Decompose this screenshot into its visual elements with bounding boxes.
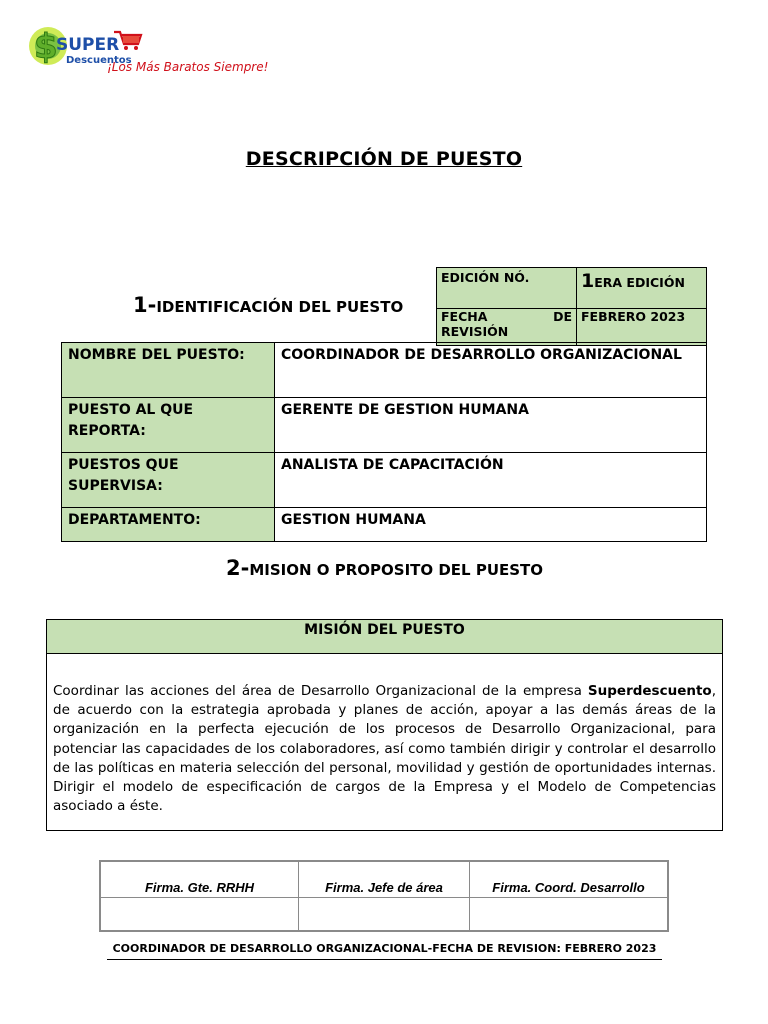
edition-value-cell (577, 268, 707, 309)
mission-company-name: Superdescuento (587, 683, 712, 699)
edition-value: ERA EDICIÓN (594, 275, 685, 290)
job-name-label: NOMBRE DEL PUESTO: (62, 343, 275, 398)
supervises-value: ANALISTA DE CAPACITACIÓN (275, 453, 707, 508)
reports-to-value: GERENTE DE GESTION HUMANA (275, 398, 707, 453)
signature-coord-label: Firma. Coord. Desarrollo (470, 861, 669, 898)
section-1-title: IDENTIFICACIÓN DEL PUESTO (156, 298, 404, 316)
revision-value-cell (577, 309, 707, 346)
page-footer: COORDINADOR DE DESARROLLO ORGANIZACIONAL-FECHA DE REVISION: FEBRERO 2023 (107, 941, 662, 960)
mission-text-before: Coordinar las acciones del área de Desarrollo Organizacional de la empresa (53, 683, 588, 699)
table-row (62, 453, 707, 508)
logo-brand-super: SUPER (56, 35, 120, 55)
supervises-label: PUESTOS QUE SUPERVISA: (62, 453, 275, 508)
edition-label: EDICIÓN NÓ. (441, 270, 530, 285)
signature-coord-field (470, 898, 669, 932)
mission-box (46, 619, 723, 831)
edition-label-cell (437, 268, 577, 309)
mission-header: MISIÓN DEL PUESTO (47, 620, 723, 654)
identification-table (61, 342, 707, 542)
section-1-number: 1- (133, 293, 157, 317)
revision-label-c: REVISIÓN (441, 324, 509, 339)
section-2-title: MISION O PROPOSITO DEL PUESTO (249, 561, 544, 579)
section-1-heading (133, 293, 403, 317)
signature-rrhh-label: Firma. Gte. RRHH (100, 861, 299, 898)
table-row (62, 343, 707, 398)
reports-to-label: PUESTO AL QUE REPORTA: (62, 398, 275, 453)
document-title: DESCRIPCIÓN DE PUESTO (245, 148, 523, 170)
svg-text:$: $ (34, 27, 58, 67)
mission-text (47, 654, 723, 831)
logo-tagline: ¡Los Más Baratos Siempre! (107, 60, 269, 74)
logo-brand-descuentos: Descuentos (66, 55, 132, 66)
job-name-value: COORDINADOR DE DESARROLLO ORGANIZACIONAL (275, 343, 707, 398)
department-value: GESTION HUMANA (275, 508, 707, 542)
mission-text-after: , de acuerdo con la estrategia aprobada y planes de acción, apoyar a las demás áreas de la organización en la perfecta ejecución de los procesos de Desarrollo Organizacional, para potenciar las capacidades de los colaboradores, así como también dirigir y controlar el desarrollo de las políticas en materia selección del personal, movilidad y gestión de oportunidades internas. Dirigir el modelo de especificación de cargos de la Empresa y el Modelo de Competencias asociado a éste. (53, 683, 716, 815)
table-row (62, 398, 707, 453)
revision-label-cell (437, 309, 577, 346)
signature-area-head-label: Firma. Jefe de área (299, 861, 470, 898)
edition-box (436, 267, 707, 346)
edition-number: 1 (581, 270, 595, 292)
revision-label-a: FECHA (441, 309, 488, 324)
table-row (62, 508, 707, 542)
department-label: DEPARTAMENTO: (62, 508, 275, 542)
revision-label-b: DE (553, 309, 572, 324)
section-2-number: 2- (226, 556, 250, 580)
signature-rrhh-field (100, 898, 299, 932)
signature-area-head-field (299, 898, 470, 932)
signatures-table (99, 860, 669, 932)
section-2-heading (226, 556, 543, 580)
revision-value: FEBRERO 2023 (581, 309, 686, 324)
